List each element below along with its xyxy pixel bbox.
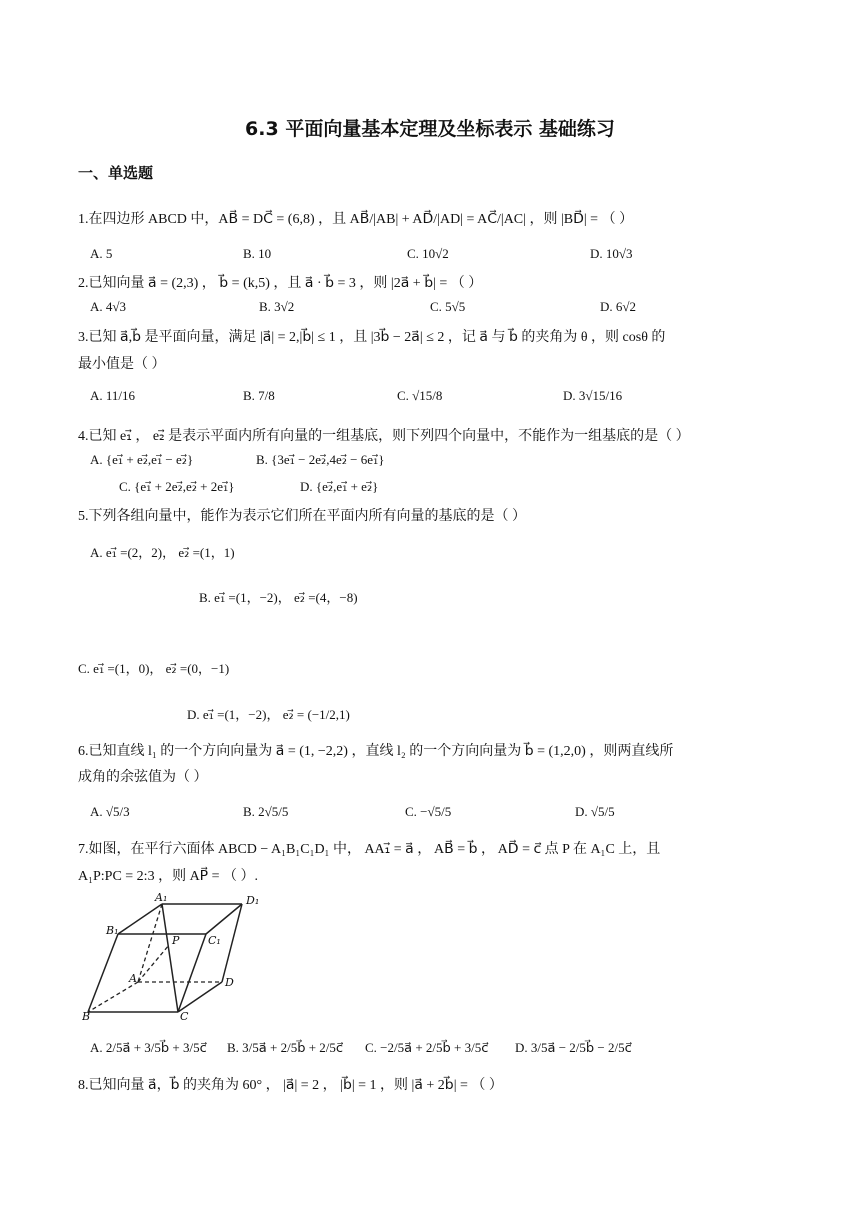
question-3-option-d: D. 3√15/16 bbox=[563, 388, 623, 403]
question-7-option-d: D. 3/5a⃗ − 2/5b⃗ − 2/5c⃗ bbox=[515, 1040, 632, 1055]
question-3-stem-line-2: 最小值是（ ） bbox=[78, 357, 166, 372]
question-1-option-d: D. 10√3 bbox=[590, 246, 633, 261]
parallelepiped-figure bbox=[82, 890, 272, 1022]
question-4-option-a: A. {e₁⃗ + e₂⃗,e₁⃗ − e₂⃗} bbox=[90, 452, 194, 467]
figure-label-b: B bbox=[82, 1010, 91, 1022]
figure-label-d: D bbox=[225, 976, 234, 989]
question-4-option-b: B. {3e₁⃗ − 2e₂⃗,4e₂⃗ − 6e₁⃗} bbox=[256, 452, 385, 467]
question-8-stem: 8.已知向量 a⃗，b⃗ 的夹角为 60° ， |a⃗| = 2 ， |b⃗| = 1 ，则 |a⃗ + 2b⃗| = （ ） bbox=[78, 1078, 503, 1093]
question-6-option-c: C. −√5/5 bbox=[405, 804, 452, 819]
question-2-option-d: D. 6√2 bbox=[600, 299, 637, 314]
question-1-option-a: A. 5 bbox=[90, 246, 113, 261]
question-5-option-c: C. e₁⃗ =(1，0)， e₂⃗ =(0，−1) bbox=[78, 661, 230, 676]
question-1-option-c: C. 10√2 bbox=[407, 246, 449, 261]
question-6-option-a: A. √5/3 bbox=[90, 804, 130, 819]
question-6-option-b: B. 2√5/5 bbox=[243, 804, 289, 819]
question-6-stem-line-2: 成角的余弦值为（ ） bbox=[78, 770, 208, 785]
figure-label-c1: C₁ bbox=[208, 934, 221, 947]
question-2-option-a: A. 4√3 bbox=[90, 299, 127, 314]
question-1-stem: 1.在四边形 ABCD 中，AB⃗ = DC⃗ = (6,8) ，且 AB⃗/|AB| + AD⃗/|AD| = AC⃗/|AC| ，则 |BD⃗| = （ ） bbox=[78, 212, 634, 227]
question-2-stem: 2.已知向量 a⃗ = (2,3) ， b⃗ = (k,5) ，且 a⃗ · b⃗ = 3 ，则 |2a⃗ + b⃗| = （ ） bbox=[78, 276, 483, 291]
question-3-option-b: B. 7/8 bbox=[243, 388, 275, 403]
question-5-option-b: B. e₁⃗ =(1，−2)， e₂⃗ =(4，−8) bbox=[199, 590, 358, 605]
figure-label-a: A bbox=[129, 972, 137, 985]
figure-label-c: C bbox=[180, 1010, 189, 1022]
page-title: 6.3 平面向量基本定理及坐标表示 基础练习 bbox=[245, 118, 615, 140]
figure-label-d1: D₁ bbox=[246, 894, 260, 907]
question-5-option-d: D. e₁⃗ =(1，−2)， e₂⃗ = (−1/2,1) bbox=[187, 707, 350, 722]
question-4-option-c: C. {e₁⃗ + 2e₂⃗,e₂⃗ + 2e₁⃗} bbox=[119, 479, 235, 494]
question-4-option-d: D. {e₂⃗,e₁⃗ + e₂⃗} bbox=[300, 479, 379, 494]
question-4-stem: 4.已知 e₁⃗ ， e₂⃗ 是表示平面内所有向量的一组基底，则下列四个向量中，不能作为一组基底的是（ ） bbox=[78, 429, 690, 444]
question-7-option-a: A. 2/5a⃗ + 3/5b⃗ + 3/5c⃗ bbox=[90, 1040, 207, 1055]
figure-label-p: P bbox=[172, 934, 180, 947]
question-3-option-c: C. √15/8 bbox=[397, 388, 443, 403]
question-7-option-b: B. 3/5a⃗ + 2/5b⃗ + 2/5c⃗ bbox=[227, 1040, 344, 1055]
question-5-stem: 5.下列各组向量中，能作为表示它们所在平面内所有向量的基底的是（ ） bbox=[78, 509, 526, 524]
figure-label-b1: B₁ bbox=[106, 924, 119, 937]
question-6-stem-line-1: 6.已知直线 l₁ 的一个方向向量为 a⃗ = (1, −2,2) ，直线 l₂ 的一个方向向量为 b⃗ = (1,2,0) ，则两直线所 bbox=[78, 744, 674, 759]
question-7-stem-line-1: 7.如图，在平行六面体 ABCD − A₁B₁C₁D₁ 中， AA₁⃗ = a⃗ ， AB⃗ = b⃗ ， AD⃗ = c⃗ 点 P 在 A₁C 上，且 bbox=[78, 842, 661, 857]
question-3-stem-line-1: 3.已知 a⃗,b⃗ 是平面向量，满足 |a⃗| = 2,|b⃗| ≤ 1 ，且 |3b⃗ − 2a⃗| ≤ 2 ，记 a⃗ 与 b⃗ 的夹角为 θ ，则 cosθ 的 bbox=[78, 330, 666, 345]
section-heading: 一、单选题 bbox=[78, 164, 154, 182]
figure-label-a1: A₁ bbox=[155, 891, 168, 904]
question-2-option-b: B. 3√2 bbox=[259, 299, 295, 314]
question-1-option-b: B. 10 bbox=[243, 246, 272, 261]
question-6-option-d: D. √5/5 bbox=[575, 804, 615, 819]
question-5-option-a: A. e₁⃗ =(2，2)， e₂⃗ =(1，1) bbox=[90, 545, 235, 560]
question-2-option-c: C. 5√5 bbox=[430, 299, 466, 314]
question-3-option-a: A. 11/16 bbox=[90, 388, 136, 403]
question-7-stem-line-2: A₁P:PC = 2:3 ，则 AP⃗ = （ ）. bbox=[78, 869, 259, 884]
question-7-option-c: C. −2/5a⃗ + 2/5b⃗ + 3/5c⃗ bbox=[365, 1040, 489, 1055]
